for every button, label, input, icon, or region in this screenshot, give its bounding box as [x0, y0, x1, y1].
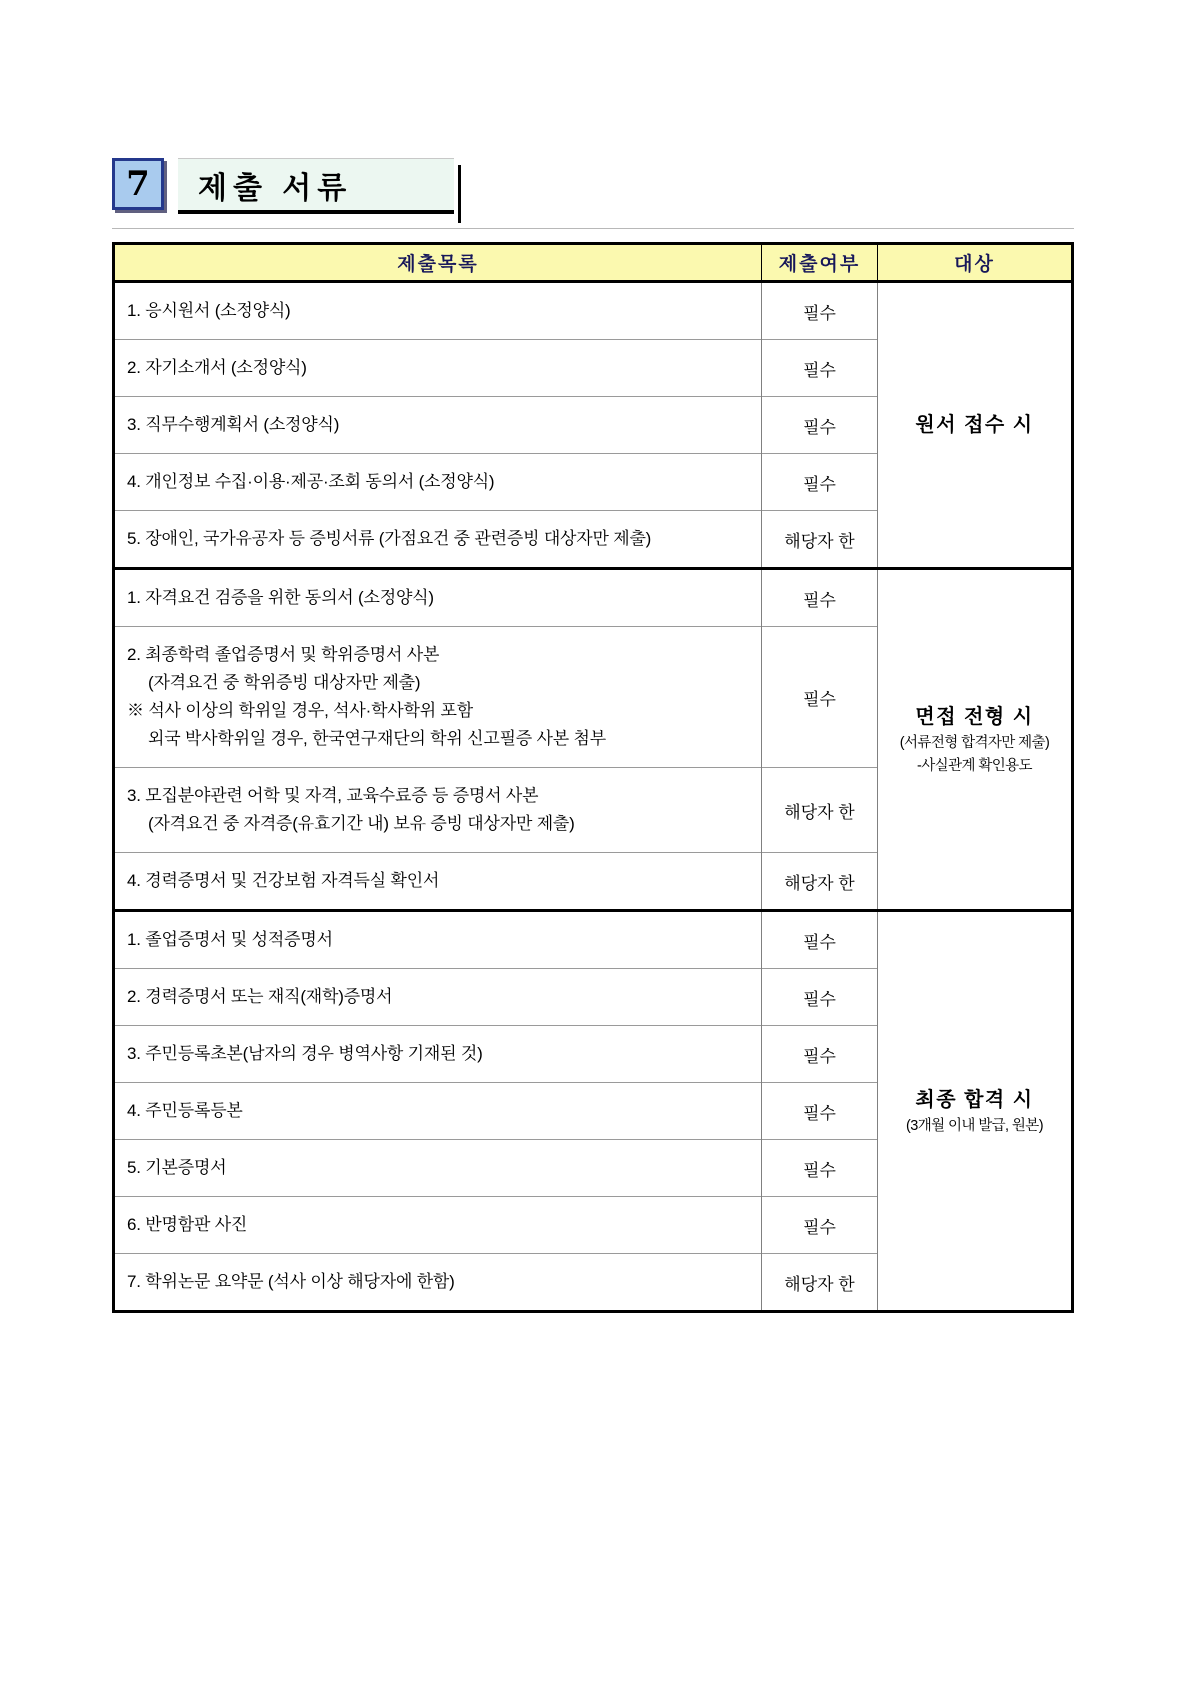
item-cell — [114, 969, 762, 1026]
table-header-row — [114, 244, 1073, 282]
status-cell: 해당자 한 — [762, 511, 878, 569]
item-text-line: 1. 졸업증명서 및 성적증명서 — [127, 930, 333, 949]
table-top-hairline — [112, 228, 1074, 229]
table-row — [114, 569, 1073, 627]
item-text-line: 1. 자격요건 검증을 위한 동의서 (소정양식) — [127, 588, 434, 607]
target-cell — [878, 569, 1073, 911]
column-header-status: 제출여부 — [762, 244, 878, 282]
section-number: 7 — [126, 164, 150, 204]
item-cell — [114, 1140, 762, 1197]
item-cell — [114, 853, 762, 911]
section-number-badge — [112, 158, 164, 210]
status-cell: 필수 — [762, 911, 878, 969]
target-note: (서류전형 합격자만 제출) — [899, 734, 1050, 751]
table-row — [114, 282, 1073, 340]
item-cell — [114, 397, 762, 454]
item-cell — [114, 340, 762, 397]
item-cell — [114, 282, 762, 340]
table-row — [114, 911, 1073, 969]
item-text-line: 3. 주민등록초본(남자의 경우 병역사항 기재된 것) — [127, 1044, 483, 1063]
target-title: 최종 합격 시 — [915, 1088, 1034, 1111]
column-header-target: 대상 — [878, 244, 1073, 282]
status-cell: 해당자 한 — [762, 853, 878, 911]
status-cell: 해당자 한 — [762, 1254, 878, 1312]
item-text-line: 2. 자기소개서 (소정양식) — [127, 358, 307, 377]
submission-documents-table — [112, 242, 1074, 1313]
item-text-line: 4. 경력증명서 및 건강보험 자격득실 확인서 — [127, 871, 440, 890]
item-text-line: 3. 모집분야관련 어학 및 자격, 교육수료증 등 증명서 사본 — [127, 786, 539, 805]
status-cell: 필수 — [762, 1083, 878, 1140]
column-header-items: 제출목록 — [114, 244, 762, 282]
status-cell: 필수 — [762, 1197, 878, 1254]
item-text-line: 5. 기본증명서 — [127, 1158, 227, 1177]
target-cell — [878, 282, 1073, 569]
status-cell: 해당자 한 — [762, 768, 878, 853]
status-cell: 필수 — [762, 627, 878, 768]
target-title: 원서 접수 시 — [915, 414, 1034, 436]
item-text-line: 4. 개인정보 수집·이용·제공·조회 동의서 (소정양식) — [127, 472, 495, 491]
status-cell: 필수 — [762, 282, 878, 340]
item-cell — [114, 1197, 762, 1254]
item-text-line: ※ 석사 이상의 학위일 경우, 석사·학사학위 포함 — [127, 701, 473, 720]
item-cell — [114, 768, 762, 853]
target-cell — [878, 911, 1073, 1312]
item-cell — [114, 454, 762, 511]
item-cell — [114, 1254, 762, 1312]
item-cell — [114, 569, 762, 627]
item-text-line: 3. 직무수행계획서 (소정양식) — [127, 415, 340, 434]
status-cell: 필수 — [762, 1140, 878, 1197]
section-title-bar — [178, 158, 454, 214]
target-note: (3개월 이내 발급, 원본) — [906, 1117, 1043, 1134]
item-cell — [114, 1083, 762, 1140]
item-text-line: 2. 경력증명서 또는 재직(재학)증명서 — [127, 987, 393, 1006]
item-cell — [114, 511, 762, 569]
target-title: 면접 전형 시 — [915, 705, 1034, 728]
status-cell: 필수 — [762, 969, 878, 1026]
table-body — [114, 282, 1073, 1312]
item-text-line: (자격요건 중 학위증빙 대상자만 제출) — [148, 673, 421, 692]
item-text-line: (자격요건 중 자격증(유효기간 내) 보유 증빙 대상자만 제출) — [148, 814, 575, 833]
item-text-line: 7. 학위논문 요약문 (석사 이상 해당자에 한함) — [127, 1272, 455, 1291]
item-cell — [114, 911, 762, 969]
status-cell: 필수 — [762, 569, 878, 627]
item-text-line: 1. 응시원서 (소정양식) — [127, 301, 291, 320]
item-text-line: 4. 주민등록등본 — [127, 1101, 243, 1120]
page-title: 제출 서류 — [198, 171, 353, 205]
title-bar-accent-line — [458, 165, 461, 223]
status-cell: 필수 — [762, 340, 878, 397]
status-cell: 필수 — [762, 1026, 878, 1083]
item-text-line: 외국 박사학위일 경우, 한국연구재단의 학위 신고필증 사본 첨부 — [148, 729, 606, 748]
item-text-line: 6. 반명함판 사진 — [127, 1215, 248, 1234]
item-text-line: 5. 장애인, 국가유공자 등 증빙서류 (가점요건 중 관련증빙 대상자만 제출) — [127, 529, 652, 548]
status-cell: 필수 — [762, 454, 878, 511]
status-cell: 필수 — [762, 397, 878, 454]
target-note: -사실관계 확인용도 — [917, 757, 1032, 774]
section-heading — [112, 158, 454, 214]
item-cell — [114, 1026, 762, 1083]
item-cell — [114, 627, 762, 768]
item-text-line: 2. 최종학력 졸업증명서 및 학위증명서 사본 — [127, 645, 440, 664]
